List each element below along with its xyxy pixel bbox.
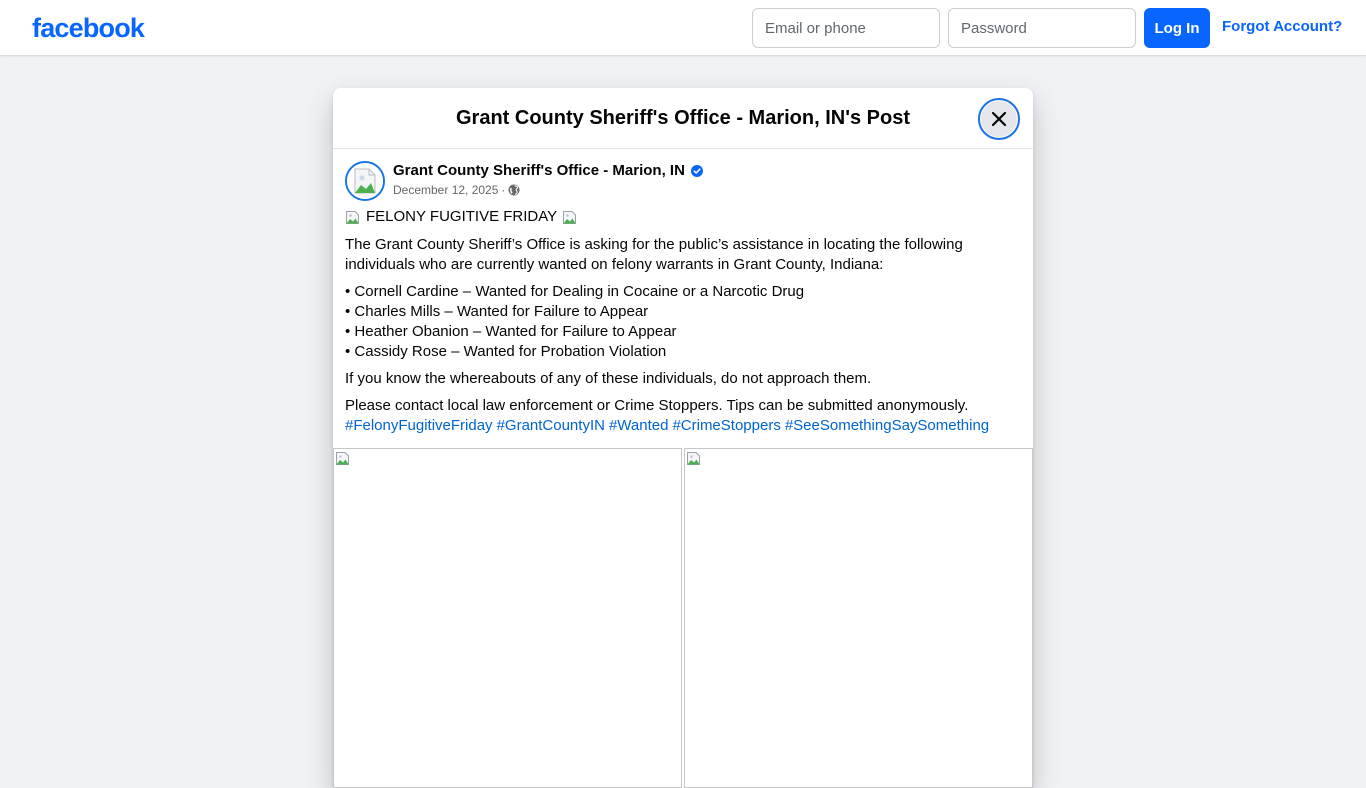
hashtag-link[interactable]: #GrantCountyIN bbox=[496, 417, 605, 434]
close-button[interactable] bbox=[978, 98, 1020, 140]
post-contact: Please contact local law enforcement or Crime Stoppers. Tips can be submitted anonymously. bbox=[345, 397, 969, 414]
forgot-account-link[interactable]: Forgot Account? bbox=[1222, 18, 1343, 35]
page-name-label: Grant County Sheriff's Office - Marion, IN bbox=[393, 162, 685, 179]
list-item: • Cornell Cardine – Wanted for Dealing in Cocaine or a Narcotic Drug bbox=[345, 283, 805, 300]
email-field[interactable] bbox=[752, 8, 940, 48]
list-item: • Charles Mills – Wanted for Failure to Appear bbox=[345, 303, 649, 320]
meta-separator: · bbox=[501, 183, 506, 197]
list-item: • Cassidy Rose – Wanted for Probation Violation bbox=[345, 343, 667, 360]
page-name[interactable] bbox=[393, 162, 703, 180]
avatar-image-icon bbox=[347, 163, 383, 199]
globe-icon bbox=[508, 184, 520, 196]
broken-image-icon bbox=[686, 450, 702, 466]
hashtag-link[interactable]: #CrimeStoppers bbox=[672, 417, 781, 434]
hashtag-row bbox=[345, 417, 993, 434]
post-warning: If you know the whereabouts of any of these individuals, do not approach them. bbox=[345, 370, 872, 387]
dialog-title: Grant County Sheriff's Office - Marion, IN's Post bbox=[455, 107, 910, 129]
close-icon bbox=[989, 109, 1009, 129]
headline-text: FELONY FUGITIVE FRIDAY bbox=[366, 208, 558, 225]
page-avatar[interactable] bbox=[345, 161, 385, 201]
hashtag-link[interactable]: #Wanted bbox=[608, 417, 669, 434]
hashtag-link[interactable]: #SeeSomethingSaySomething bbox=[784, 417, 990, 434]
post-image-grid bbox=[333, 448, 1033, 788]
hashtag-link[interactable]: #FelonyFugitiveFriday bbox=[345, 417, 493, 434]
post-image-right[interactable] bbox=[684, 448, 1033, 788]
post-contact-block bbox=[345, 396, 1021, 436]
dialog-header bbox=[333, 88, 1033, 149]
post-date[interactable]: December 12, 2025 bbox=[393, 183, 499, 197]
post-image-left[interactable] bbox=[333, 448, 682, 788]
top-bar bbox=[0, 0, 1366, 56]
post-dialog bbox=[333, 88, 1033, 788]
post-body bbox=[345, 206, 1021, 436]
verified-badge-icon bbox=[691, 165, 703, 177]
list-item: • Heather Obanion – Wanted for Failure to Appear bbox=[345, 323, 677, 340]
password-field[interactable] bbox=[948, 8, 1136, 48]
broken-image-icon bbox=[335, 450, 351, 466]
post-intro: The Grant County Sheriff’s Office is asking for the public’s assistance in locating the following individuals who are currently wanted on felony warrants in Grant County, Indiana: bbox=[345, 236, 963, 273]
wanted-list bbox=[345, 282, 1021, 362]
broken-image-icon bbox=[345, 209, 361, 225]
facebook-logo[interactable]: facebook bbox=[32, 13, 145, 43]
broken-image-icon bbox=[562, 209, 578, 225]
post-meta bbox=[393, 182, 520, 198]
post-headline bbox=[345, 206, 1021, 228]
login-button[interactable]: Log In bbox=[1144, 8, 1210, 48]
